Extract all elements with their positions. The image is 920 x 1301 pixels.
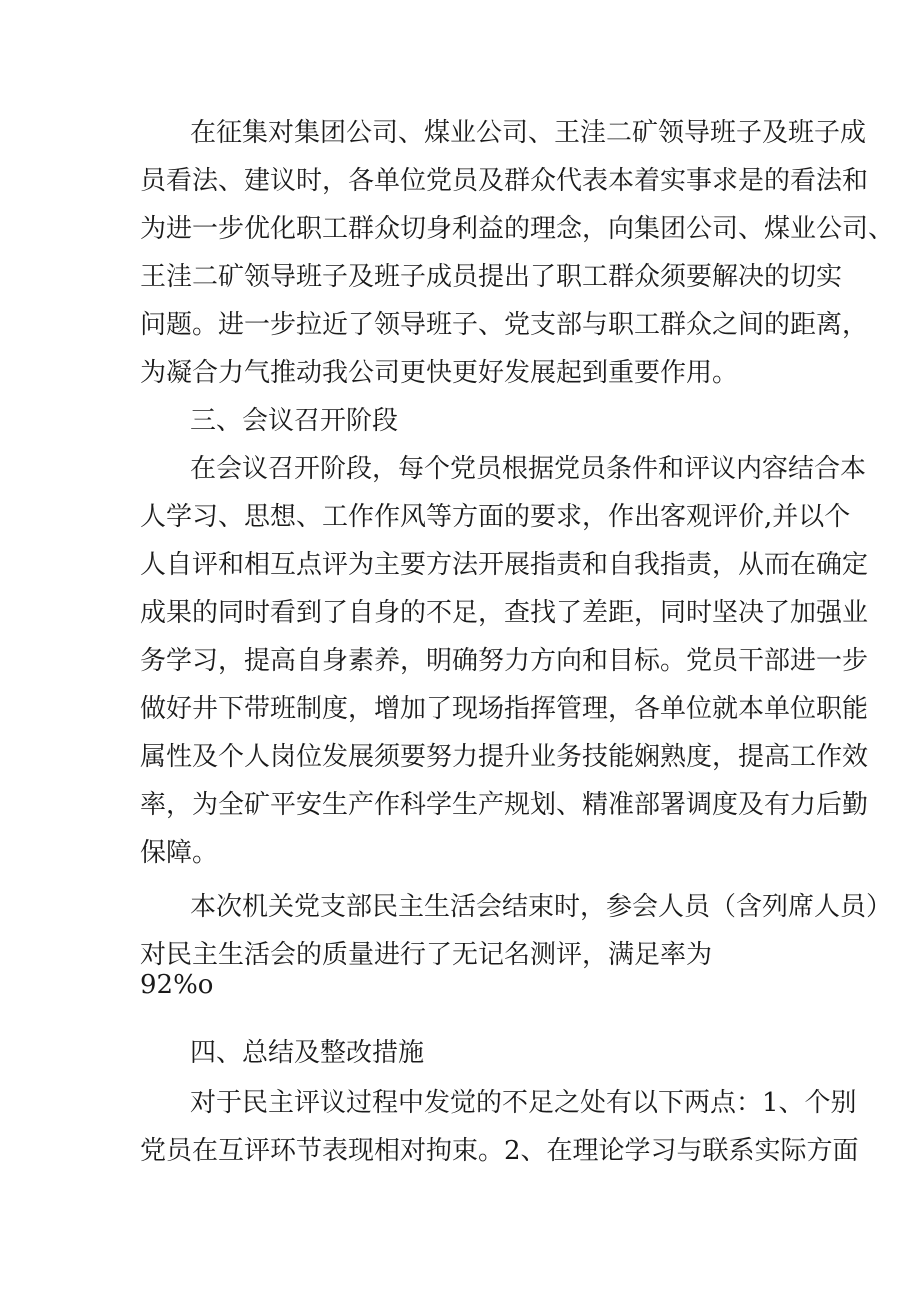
paragraph-3-line-1: 本次机关党支部民主生活会结束时，参会人员（含列席人员） [190,892,893,922]
paragraph-1-line-3: 为进一步优化职工群众切身利益的理念，向集团公司、煤业公司、 [140,214,895,244]
paragraph-2-line-8: 率，为全矿平安生产作科学生产规划、精准部署调度及有力后勤 [140,790,869,820]
paragraph-2-line-4: 成果的同时看到了自身的不足，查找了差距，同时坚决了加强业 [140,598,869,628]
paragraph-1-line-4: 王洼二矿领导班子及班子成员提出了职工群众须要解决的切实 [140,262,843,292]
paragraph-2-line-2: 人学习、思想、工作作风等方面的要求，作出客观评价,并以个 [140,502,851,532]
paragraph-1-line-5: 问题。进一步拉近了领导班子、党支部与职工群众之间的距离， [140,310,869,340]
paragraph-2-line-7: 属性及个人岗位发展须要努力提升业务技能娴熟度，提高工作效 [140,742,869,772]
section-heading-4: 四、总结及整改措施 [190,1038,425,1068]
paragraph-2-line-1: 在会议召开阶段，每个党员根据党员条件和评议内容结合本 [190,454,867,484]
paragraph-1-line-1: 在征集对集团公司、煤业公司、王洼二矿领导班子及班子成 [190,118,867,148]
paragraph-1-line-2: 员看法、建议时，各单位党员及群众代表本着实事求是的看法和 [140,166,869,196]
paragraph-4-line-2: 党员在互评环节表现相对拘束。2、在理论学习与联系实际方面 [140,1136,859,1166]
paragraph-3-line-2: 对民主生活会的质量进行了无记名测评，满足率为 [140,940,713,970]
paragraph-2-line-5: 务学习，提高自身素养，明确努力方向和目标。党员干部进一步 [140,646,869,676]
paragraph-2-line-9: 保障。 [140,838,219,868]
paragraph-2-line-6: 做好井下带班制度，增加了现场指挥管理，各单位就本单位职能 [140,694,869,724]
paragraph-1-line-6: 为凝合力气推动我公司更快更好发展起到重要作用。 [140,358,739,388]
section-heading-3: 三、会议召开阶段 [190,406,399,436]
paragraph-4-line-1: 对于民主评议过程中发觉的不足之处有以下两点：1、个别 [190,1088,857,1118]
paragraph-3-line-3: 92%o [140,970,214,1000]
paragraph-2-line-3: 人自评和相互点评为主要方法开展指责和自我指责，从而在确定 [140,550,869,580]
